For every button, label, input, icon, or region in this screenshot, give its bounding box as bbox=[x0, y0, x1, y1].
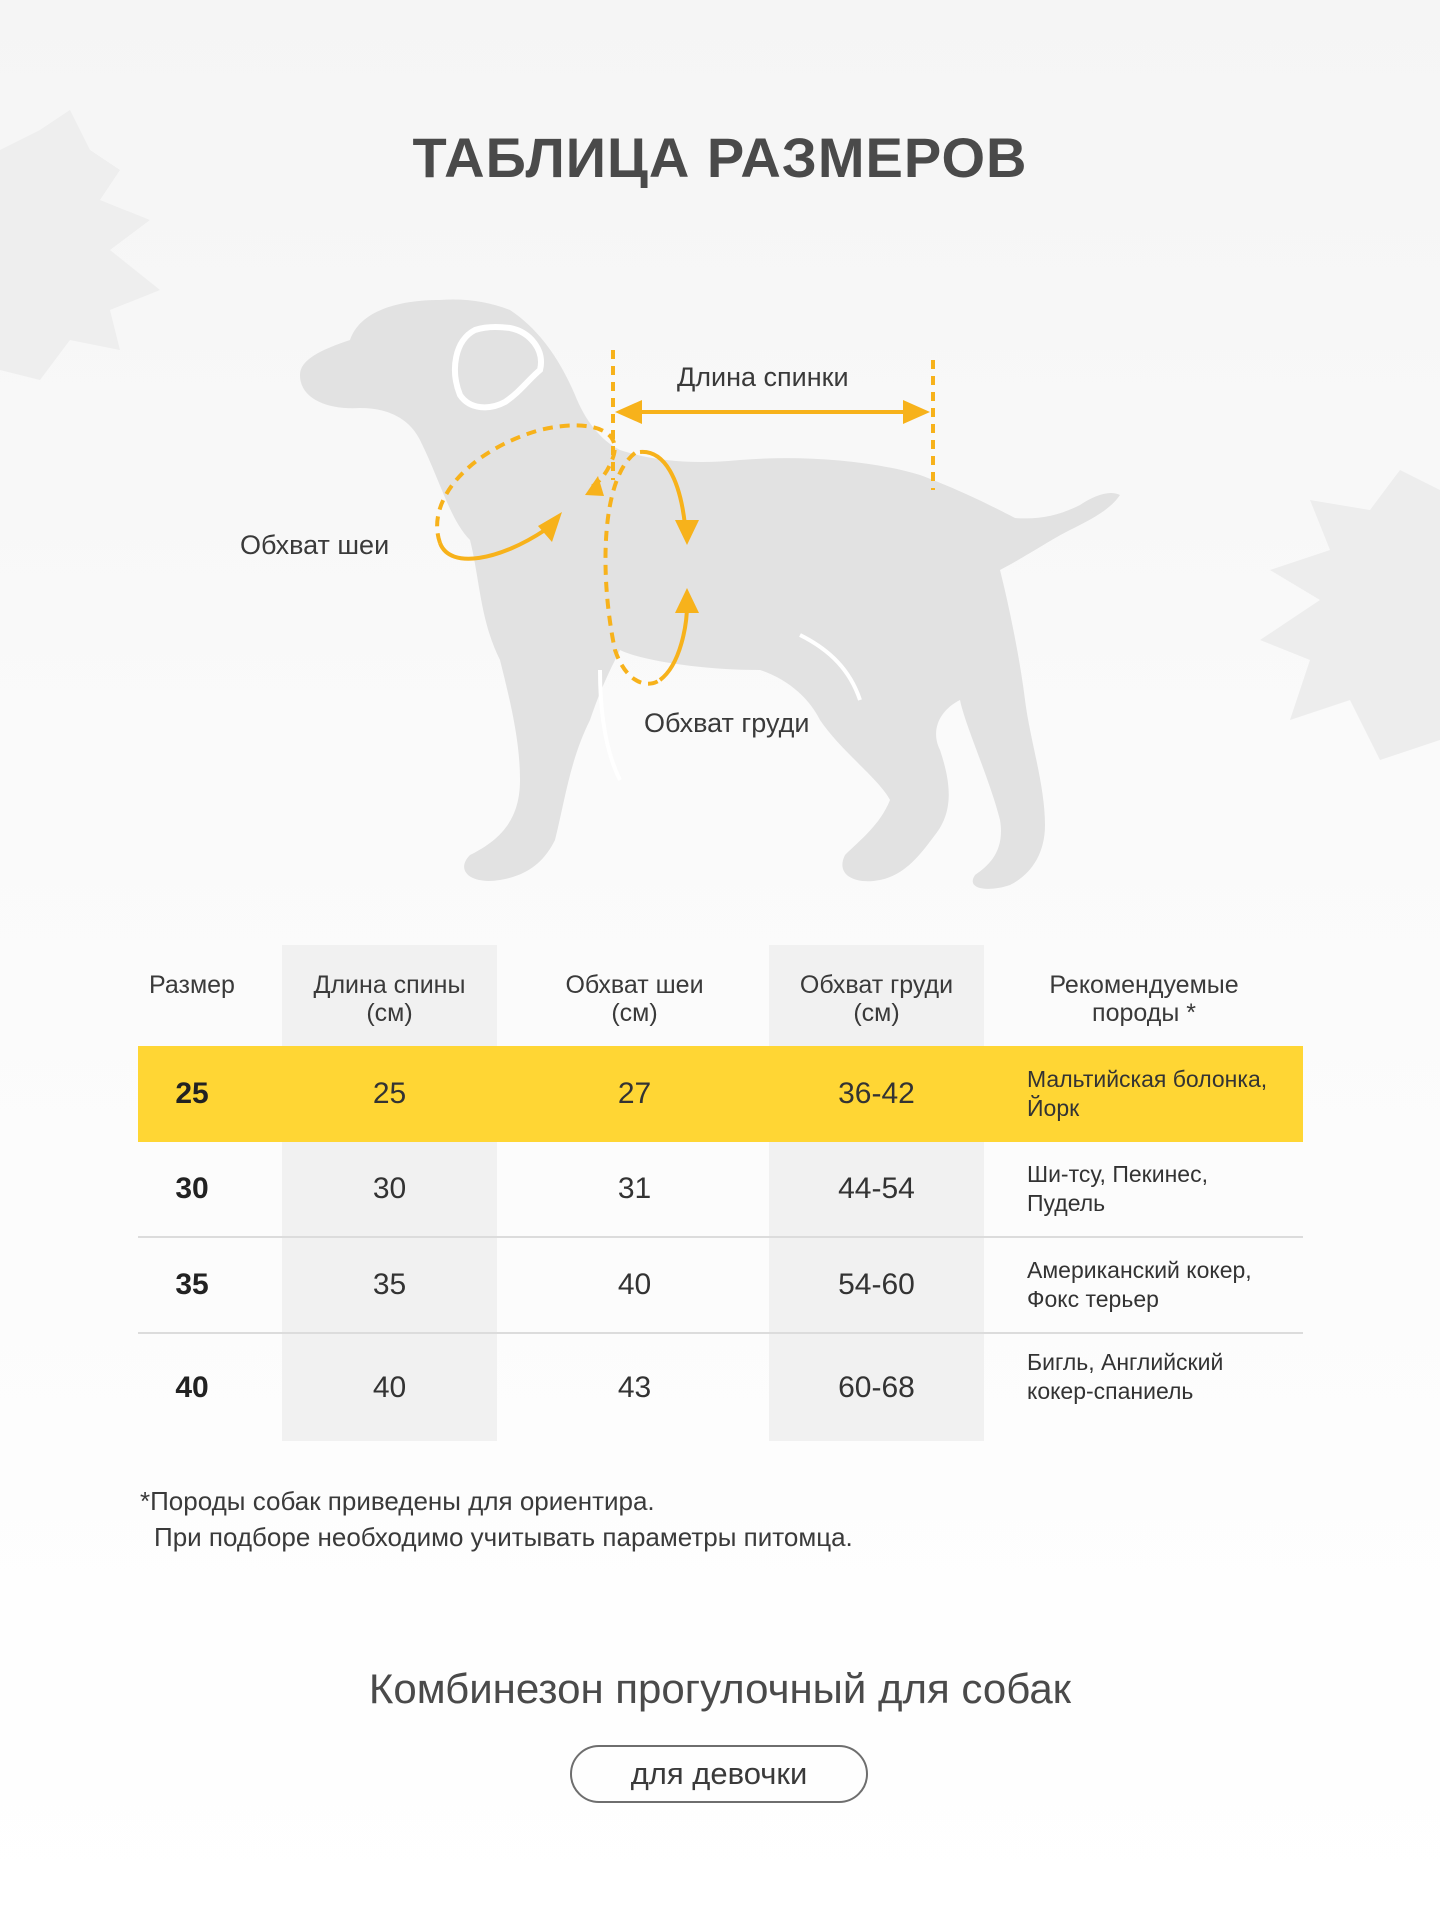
neck-girth-label: Обхват шеи bbox=[240, 530, 390, 560]
back-length-label: Длина спинки bbox=[677, 362, 849, 392]
cell-size: 35 bbox=[175, 1268, 209, 1301]
cell-chest: 60-68 bbox=[838, 1370, 915, 1404]
footnote: *Породы собак приведены для ориентира. При подборе необходимо учитывать параметры питомца. bbox=[140, 1486, 853, 1552]
cell-back: 30 bbox=[372, 1172, 407, 1205]
cell-back: 40 bbox=[372, 1370, 407, 1404]
header-breeds: Рекомендуемые породы * bbox=[1049, 971, 1239, 1027]
header-neck-girth: Обхват шеи (см) bbox=[565, 971, 704, 1027]
cell-chest: 36-42 bbox=[838, 1077, 915, 1110]
cell-chest: 54-60 bbox=[838, 1268, 915, 1301]
cell-neck: 27 bbox=[617, 1077, 652, 1110]
cell-back: 35 bbox=[372, 1268, 407, 1301]
cell-chest: 44-54 bbox=[838, 1172, 915, 1205]
size-table bbox=[138, 945, 1303, 1441]
table-row bbox=[138, 1142, 1303, 1238]
cell-breeds: Американский кокер, Фокс терьер bbox=[1027, 1257, 1252, 1312]
table-row bbox=[138, 1238, 1303, 1334]
header-back-length: Длина спины (см) bbox=[313, 971, 466, 1027]
dog-measurement-diagram bbox=[0, 280, 1440, 900]
cell-neck: 40 bbox=[617, 1268, 652, 1301]
cell-breeds: Бигль, Английский кокер-спаниель bbox=[1027, 1349, 1224, 1404]
table-row bbox=[138, 1046, 1303, 1142]
cell-neck: 43 bbox=[617, 1370, 652, 1404]
cell-breeds: Ши-тсу, Пекинес, Пудель bbox=[1027, 1161, 1208, 1216]
product-name: Комбинезон прогулочный для собак bbox=[368, 1665, 1072, 1712]
cell-neck: 31 bbox=[617, 1172, 652, 1205]
table-header bbox=[138, 945, 1303, 1046]
table-row bbox=[138, 1334, 1303, 1441]
cell-breeds: Мальтийская болонка, Йорк bbox=[1027, 1066, 1268, 1121]
header-size: Размер bbox=[149, 971, 235, 999]
variant-badge: для девочки bbox=[570, 1745, 868, 1803]
header-chest-girth: Обхват груди (см) bbox=[799, 971, 954, 1027]
page-title: ТАБЛИЦА РАЗМЕРОВ bbox=[412, 126, 1028, 189]
cell-back: 25 bbox=[372, 1077, 407, 1110]
cell-size: 30 bbox=[175, 1172, 209, 1205]
cell-size: 25 bbox=[175, 1077, 209, 1110]
chest-girth-label: Обхват груди bbox=[644, 708, 810, 738]
cell-size: 40 bbox=[175, 1370, 209, 1404]
